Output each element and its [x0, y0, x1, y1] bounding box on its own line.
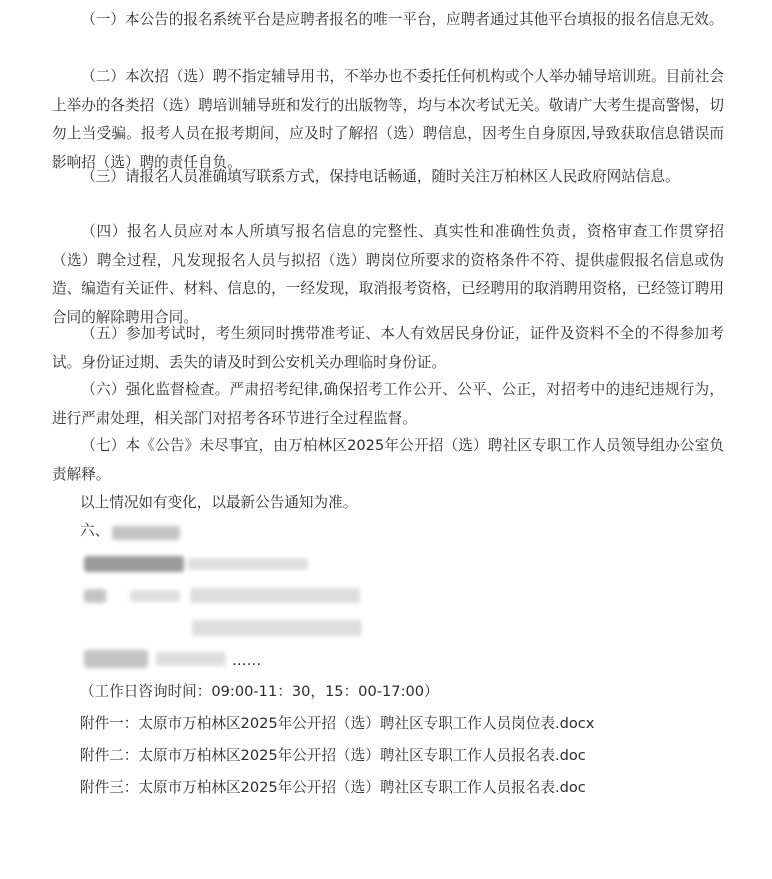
notice-item-6: （六）强化监督检查。严肃招考纪律,确保招考工作公开、公平、公正，对招考中的违纪违规行为，进行严肃处理，相关部门对招考各环节进行全过程监督。: [52, 381, 724, 427]
section-six-ellipsis: ……: [232, 652, 262, 669]
section-six-label: 六、: [80, 522, 110, 539]
redaction-mark: [190, 588, 360, 603]
redaction-mark: [192, 620, 362, 636]
notice-item-7: （七）本《公告》未尽事宜，由万柏林区2025年公开招（选）聘社区专职工作人员领导组办公室负责解释。: [52, 437, 724, 483]
consult-hours: （工作日咨询时间：09:00-11：30，15：00-17:00）: [80, 683, 439, 700]
notice-item-4: （四）报名人员应对本人所填写报名信息的完整性、真实性和准确性负责，资格审查工作贯穿招（选）聘全过程，凡发现报名人员与拟招（选）聘岗位所要求的资格条件不符、提供虚假报名信息或伪造、编造有关证件、材料、信息的，一经发现，取消报考资格，已经聘用的取消聘用资格，已经签订聘用合同的解除聘用合同。: [52, 223, 724, 326]
notice-item-1: （一）本公告的报名系统平台是应聘者报名的唯一平台，应聘者通过其他平台填报的报名信息无效。: [81, 11, 724, 28]
attachment-link-2[interactable]: 附件二：太原市万柏林区2025年公开招（选）聘社区专职工作人员报名表.doc: [80, 747, 586, 764]
redaction-mark: [84, 589, 106, 603]
redaction-mark: [84, 650, 148, 668]
redaction-mark: [130, 590, 180, 602]
closing-note: 以上情况如有变化，以最新公告通知为准。: [80, 494, 358, 511]
redaction-mark: [188, 558, 308, 570]
attachment-link-3[interactable]: 附件三：太原市万柏林区2025年公开招（选）聘社区专职工作人员报名表.doc: [80, 779, 586, 796]
attachment-link-1[interactable]: 附件一：太原市万柏林区2025年公开招（选）聘社区专职工作人员岗位表.docx: [80, 715, 595, 732]
redaction-mark: [156, 652, 226, 666]
notice-item-3: （三）请报名人员准确填写联系方式，保持电话畅通，随时关注万柏林区人民政府网站信息。: [81, 168, 680, 185]
redaction-mark: [112, 526, 180, 540]
notice-item-5: （五）参加考试时，考生须同时携带准考证、本人有效居民身份证，证件及资料不全的不得参加考试。身份证过期、丢失的请及时到公安机关办理临时身份证。: [52, 325, 724, 371]
notice-item-2: （二）本次招（选）聘不指定辅导用书，不举办也不委托任何机构或个人举办辅导培训班。目前社会上举办的各类招（选）聘培训辅导班和发行的出版物等，均与本次考试无关。敬请广大考生提高警惕，切勿上当受骗。报考人员在报考期间，应及时了解招（选）聘信息，因考生自身原因,导致获取信息错误而影响招（选）聘的责任自负。: [52, 68, 724, 171]
redaction-mark: [84, 556, 184, 572]
